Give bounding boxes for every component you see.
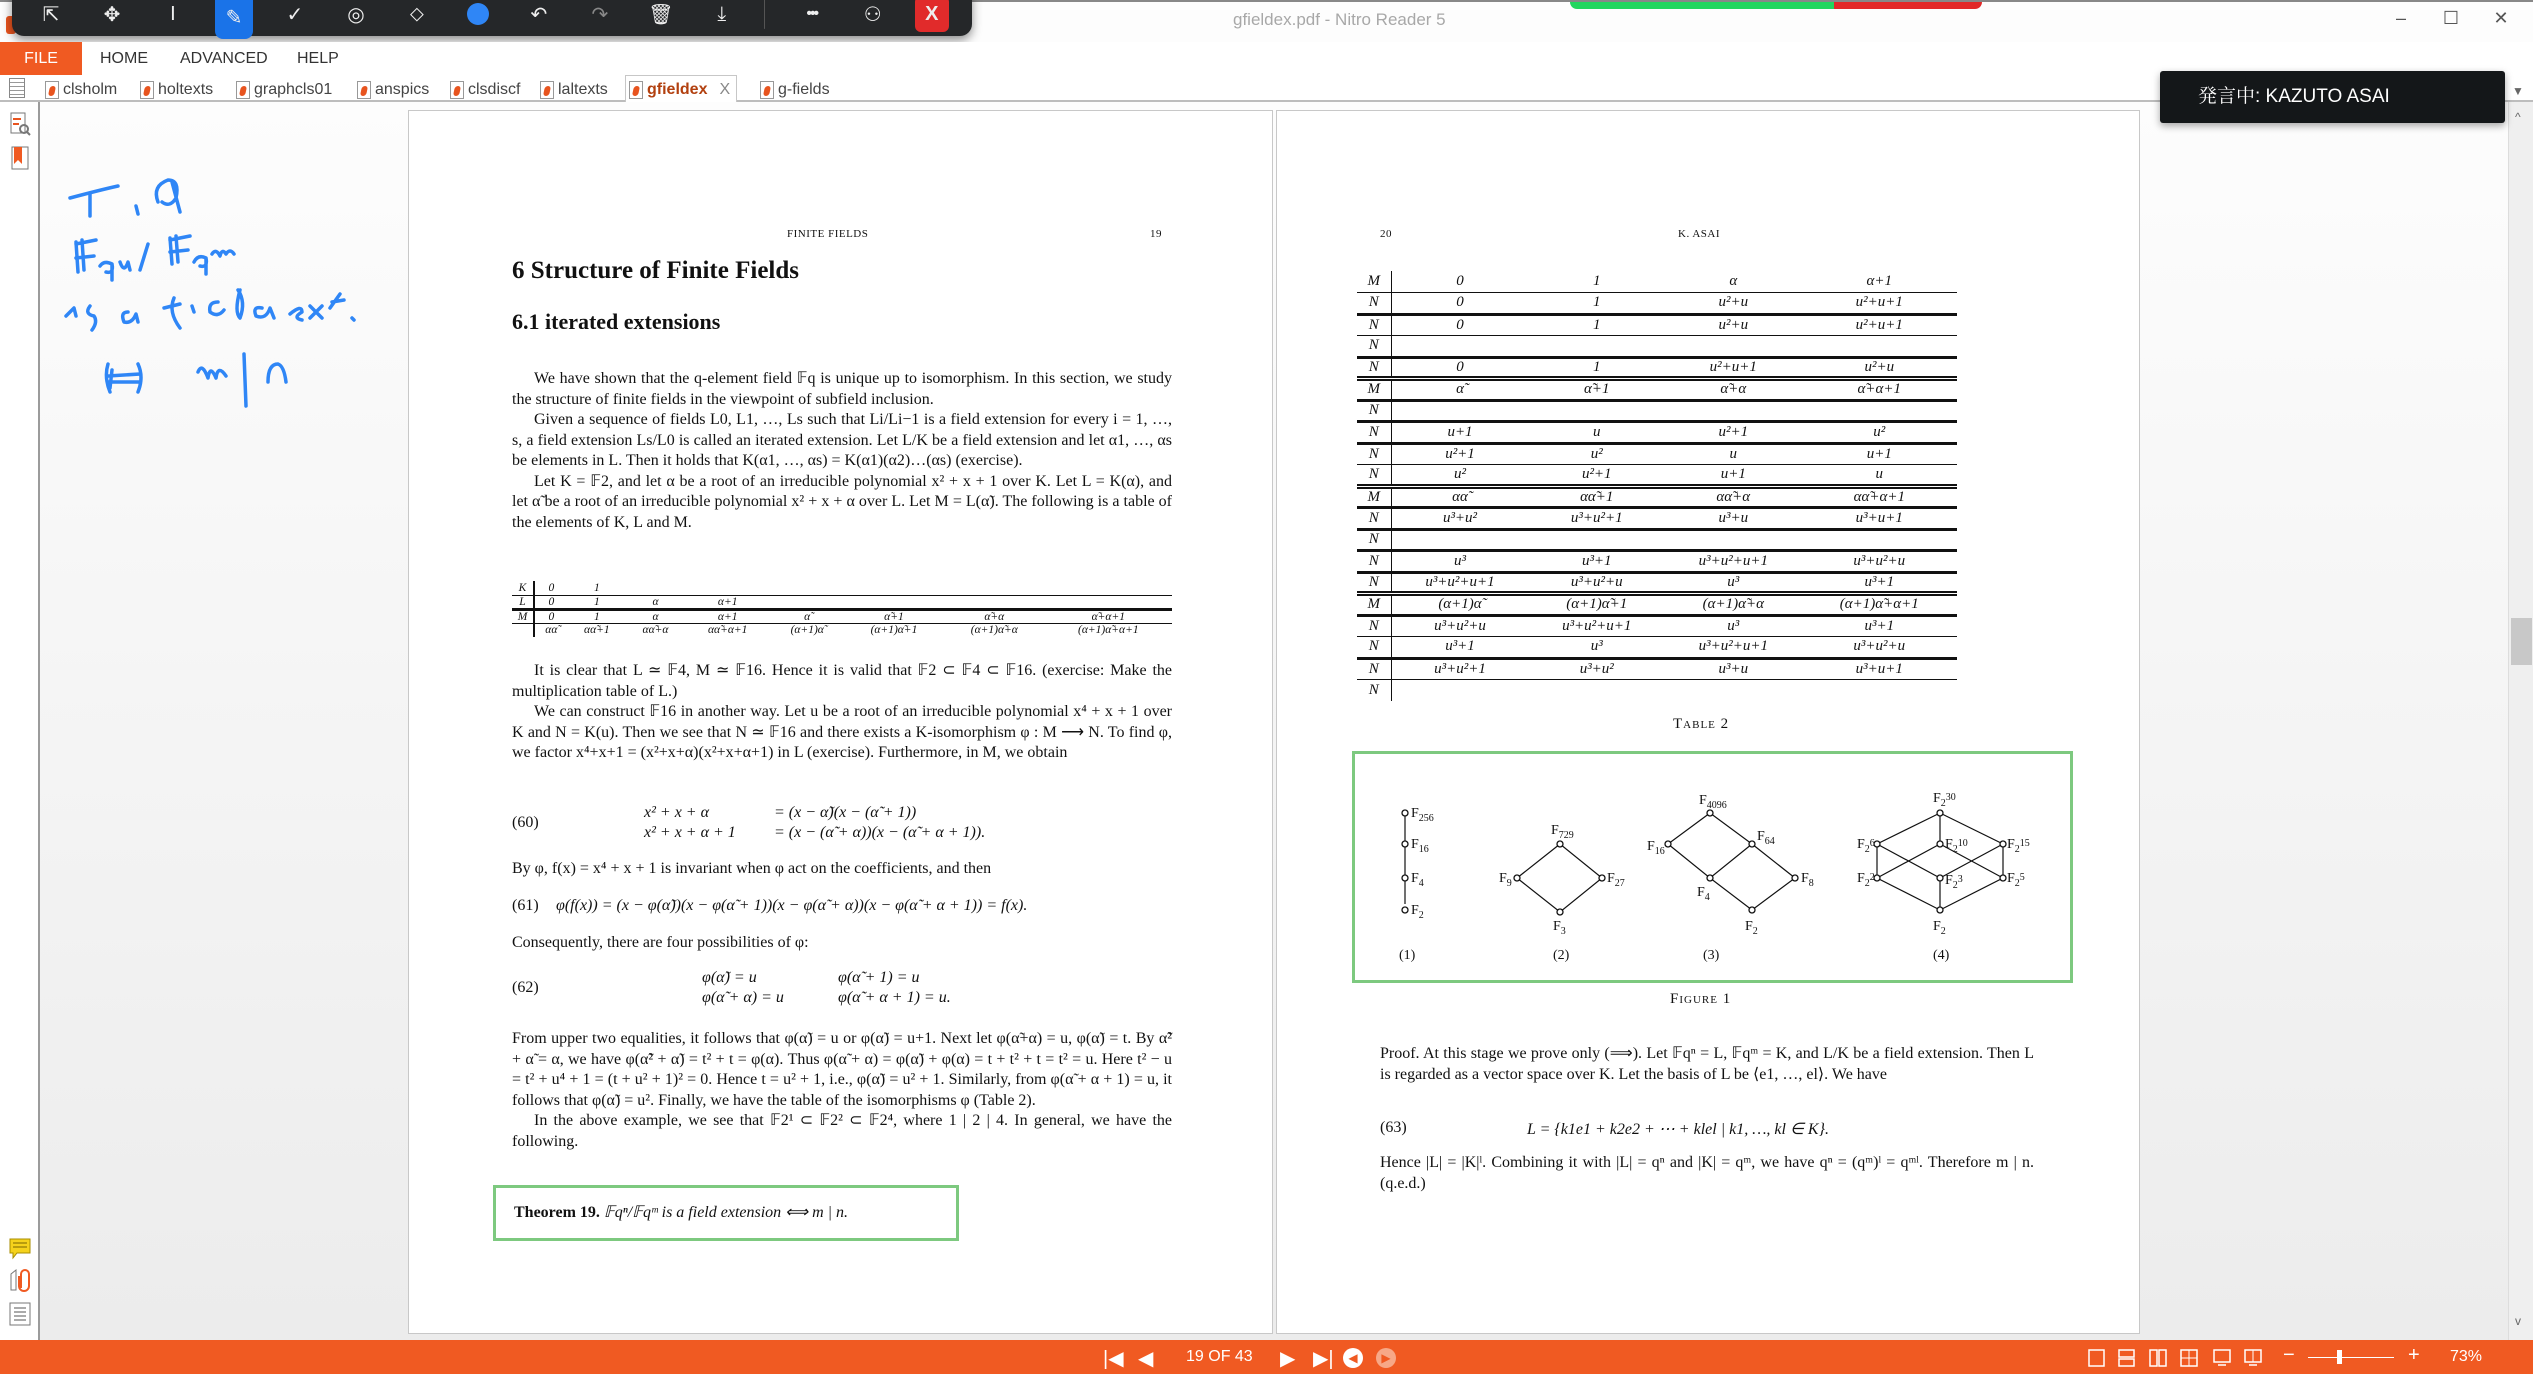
table-cell (1529, 400, 1666, 422)
table-cell (1802, 529, 1957, 551)
svg-text:F27: $F_{27}$ (1607, 871, 1625, 889)
equation-number: (60) (512, 814, 539, 831)
close-tab-icon[interactable]: X (719, 80, 731, 98)
equation: = (x − (α̃ + α))(x − (α̃ + α + 1)). (774, 824, 986, 841)
close-toolbar-button[interactable]: X (915, 0, 949, 32)
download-icon[interactable]: ⤓ (717, 2, 727, 25)
fullscreen-view-icon[interactable] (2212, 1349, 2232, 1367)
pdf-page-19 (408, 110, 1273, 1334)
table-cell: u²+1 (1529, 465, 1666, 487)
comments-icon[interactable] (9, 1237, 31, 1261)
table-cell: u³+u² (1391, 508, 1529, 530)
svg-text:F2: $F_2$ (1411, 903, 1424, 921)
table-cell: (α+1)α̃+α (1665, 594, 1802, 616)
row-label: M (1357, 379, 1391, 401)
close-window-button[interactable]: ✕ (2493, 8, 2509, 28)
table-row (1357, 422, 1957, 444)
svg-text:F215: $F_2^{15}$ (2007, 837, 2030, 855)
svg-text:F25: $F_2^5$ (2007, 871, 2025, 889)
table-cell (1665, 529, 1802, 551)
table-cell: 0 (1456, 273, 1464, 289)
table-cell: αα̃ (1391, 486, 1529, 508)
row-label: N (1357, 658, 1391, 680)
figure-box (1352, 751, 2073, 983)
table-row (1357, 400, 1957, 422)
table-cell (1802, 680, 1957, 702)
element-table: K 0 1 L 0 1 α α+1 M 0 1 α α+1 α̃ α̃+1 α̃+α α̃+α+1 αα̃ αα̃+1 αα̃+α αα̃+α+1 (α+1)α̃ (α+1)α̃+1 (α+1)α̃+α (α+1)α̃+α+1 (512, 581, 1172, 637)
table-cell: u³+u²+1 (1391, 658, 1529, 680)
scroll-down-icon[interactable]: v (2515, 1314, 2521, 1328)
svg-text:F210: $F_2^{10}$ (1945, 837, 1968, 855)
table-cell: u+1 (1802, 443, 1957, 465)
table-cell (1665, 336, 1802, 358)
row-label: N (1357, 465, 1391, 487)
table-cell: u (1529, 422, 1666, 444)
table-cell: u³+u²+1 (1529, 508, 1666, 530)
bookmark-icon[interactable] (9, 146, 31, 170)
row-label: N (1357, 572, 1391, 594)
table-cell: u+1 (1391, 422, 1529, 444)
tab-laltexts[interactable] (540, 77, 608, 102)
minimize-button[interactable]: – (2395, 8, 2406, 28)
pdf-page-20 (1276, 110, 2140, 1334)
table-cell: u (1665, 443, 1802, 465)
forward-view-icon[interactable]: ▶ (1376, 1348, 1396, 1368)
equation: φ(α̃ + α) = u (702, 989, 784, 1006)
svg-text:F2: $F_2$ (1933, 919, 1946, 937)
section-heading: 6 Structure of Finite Fields (512, 257, 799, 284)
table-cell: u³+1 (1391, 637, 1529, 659)
table-cell: u² (1529, 443, 1666, 465)
table-cell: α̃+α (1665, 379, 1802, 401)
equation: φ(α̃) = u (702, 969, 757, 986)
table-cell: α̃ (1391, 379, 1529, 401)
table-row (1357, 336, 1957, 358)
table-cell: α̃+1 (1529, 379, 1666, 401)
tab-anspics[interactable] (357, 77, 429, 102)
text-cursor-icon[interactable]: I (170, 2, 176, 25)
theorem-statement: 𝔽qⁿ/𝔽qᵐ is a field extension ⟺ m | n. (603, 1204, 849, 1221)
table-cell: α̃+α+1 (1802, 379, 1957, 401)
last-page-button[interactable]: ▶| (1313, 1348, 1334, 1370)
table-cell: 1 (1529, 314, 1666, 336)
table-cell: u³+u²+u+1 (1665, 551, 1802, 573)
user-settings-icon[interactable]: ⚇ (863, 3, 882, 26)
paragraph: In the above example, we see that 𝔽2¹ ⊂ 𝔽2² ⊂ 𝔽2⁴, where 1 | 2 | 4. In general, we have the following. (512, 1112, 1172, 1150)
body-text-2 (512, 661, 1172, 764)
color-dot-icon (467, 3, 489, 25)
check-icon[interactable]: ✓ (286, 3, 304, 26)
svg-text:F26: $F_2^6$ (1857, 837, 1875, 855)
table-row (1357, 293, 1957, 315)
svg-text:F3: $F_3$ (1553, 919, 1566, 937)
table-cell: u²+u (1802, 357, 1957, 379)
tab-clsholm[interactable] (45, 77, 117, 102)
svg-text:F4096: $F_{4096}$ (1699, 793, 1727, 811)
table-row (1357, 637, 1957, 659)
select-arrow-icon[interactable]: ⇱ (42, 3, 60, 26)
paragraph: Consequently, there are four possibilities of φ: (512, 934, 809, 951)
table-row (1357, 443, 1957, 465)
tab-label: g-fields (778, 80, 830, 98)
single-page-view-icon[interactable] (2088, 1349, 2106, 1367)
body-text-3 (512, 1029, 1172, 1152)
svg-text:(3): (3) (1703, 948, 1720, 963)
svg-text:F256: $F_{256}$ (1411, 806, 1434, 824)
pdf-file-icon (450, 81, 464, 99)
figure-caption: Figure 1 (1670, 991, 1732, 1007)
tab-label: anspics (375, 80, 430, 98)
menu-help[interactable]: HELP (297, 50, 339, 67)
row-label: N (1357, 422, 1391, 444)
paragraph: By φ, f(x) = x⁴ + x + 1 is invariant when φ act on the coefficients, and then (512, 860, 992, 877)
table-row (1357, 357, 1957, 379)
table-cell: u³+u² (1529, 658, 1666, 680)
svg-text:F64: $F_{64}$ (1757, 829, 1775, 847)
table-cell (1529, 336, 1666, 358)
svg-text:(1): (1) (1399, 948, 1416, 963)
table-cell: 0 (1391, 357, 1529, 379)
table-cell: u²+u+1 (1802, 293, 1957, 315)
table-cell (1802, 400, 1957, 422)
table-row (1357, 508, 1957, 530)
table-cell: u²+1 (1665, 422, 1802, 444)
scroll-up-icon[interactable]: ^ (2515, 110, 2521, 124)
row-label: M (1357, 594, 1391, 616)
svg-text:F2: $F_2$ (1745, 919, 1758, 937)
facing-continuous-view-icon[interactable] (2180, 1349, 2198, 1367)
table-cell: (α+1)α̃+1 (1529, 594, 1666, 616)
table-cell: u²+u+1 (1802, 314, 1957, 336)
row-label: N (1357, 680, 1391, 702)
paragraph: We can construct 𝔽16 in another way. Let u be a root of an irreducible polynomial x⁴ + x + 1 over K and N = K(u). Then we see that N ≃ 𝔽16 and there exists a K-isomorphism φ : M ⟶ N. To find φ, we factor x⁴+x+1 = (x²+x+α)(x²+x+α+1) in L (exercise). Furthermore, in M, we obtain (512, 703, 1172, 761)
equation: x² + x + α (644, 804, 709, 821)
table-cell: αα̃+1 (1529, 486, 1666, 508)
subsection-heading: 6.1 iterated extensions (512, 309, 721, 334)
eraser-icon[interactable]: ⬦ (409, 2, 424, 25)
page-number: 19 (1150, 228, 1162, 240)
table-cell: u³+u+1 (1802, 658, 1957, 680)
tab-g-fields[interactable] (760, 77, 830, 102)
theorem-box (493, 1185, 959, 1241)
running-head: FINITE FIELDS (787, 228, 869, 240)
table-cell: u (1802, 465, 1957, 487)
table-cell (1802, 336, 1957, 358)
status-bar (0, 1340, 2533, 1374)
pan-move-icon[interactable]: ✥ (103, 3, 121, 26)
left-sidebar (0, 102, 40, 1340)
scrollbar-thumb[interactable] (2511, 618, 2532, 665)
table-caption: Table 2 (1673, 716, 1730, 732)
tab-label: laltexts (558, 80, 608, 98)
paragraph: From upper two equalities, it follows that φ(α̃) = u or φ(α̃) = u+1. Next let φ(α̃+α) = u, φ(α̃) = t. By α̃² + α̃ = α, we have φ(α̃² + α̃) = t² + t = φ(α). Thus φ(α̃ + α) = φ(α̃) + φ(α) = t + t² + t = t² = u. Here t² − u = t² + u⁴ + 1 = (t + u² + 1)² = 0. Hence t = u² + 1, i.e., φ(α̃) = u² + 1. Similarly, from φ(α̃ + α + 1) = u, it follows that φ(α̃) = u². Finally, we have the table of the isomorphisms φ (Table 2). (512, 1030, 1172, 1109)
page-number: 20 (1380, 228, 1392, 240)
menu-file[interactable]: FILE (0, 42, 82, 75)
svg-text:F729: $F_{729}$ (1551, 823, 1574, 841)
row-label: N (1357, 551, 1391, 573)
zoom-slider-thumb[interactable] (2337, 1350, 2342, 1364)
table-cell (1665, 680, 1802, 702)
table-cell: u²+u (1665, 314, 1802, 336)
equation: φ(α̃ + α + 1) = u. (838, 989, 951, 1006)
paragraph: Let K = 𝔽2, and let α be a root of an irreducible polynomial x² + x + 1 over K. Let L = K(α), and let α̃ be a root of an irreducible polynomial x² + x + α over L. Let M = L(α̃). The following is a table of the elements of K, L and M. (512, 472, 1172, 531)
row-label: N (1357, 400, 1391, 422)
table-cell: u²+u+1 (1665, 357, 1802, 379)
facing-view-icon[interactable] (2149, 1349, 2167, 1367)
trash-icon[interactable]: 🗑 (648, 3, 674, 26)
svg-text:F23: $F_2^3$ (1945, 873, 1963, 891)
table-cell (1665, 400, 1802, 422)
paragraph: We have shown that the q-element field 𝔽q is unique up to isomorphism. In this section, we study the structure of finite fields in the viewpoint of subfield inclusion. (512, 370, 1172, 408)
tab-label: gfieldex (647, 80, 708, 98)
row-label: N (1357, 615, 1391, 637)
tab-clsdiscf[interactable] (450, 77, 520, 102)
table-cell: u³+u (1665, 508, 1802, 530)
table-cell: u+1 (1665, 465, 1802, 487)
table-row (1357, 486, 1957, 508)
svg-text:(2): (2) (1553, 948, 1570, 963)
table-cell: u²+1 (1391, 443, 1529, 465)
vertical-scrollbar[interactable] (2508, 102, 2533, 1340)
equation: φ(f(x)) = (x − φ(α̃))(x − φ(α̃ + 1))(x − φ(α̃ + α))(x − φ(α̃ + α + 1)) = f(x). (556, 897, 1028, 914)
table-cell: 1 (1593, 273, 1601, 289)
equation-number: (63) (1380, 1119, 1407, 1136)
table-cell: u³+u²+u+1 (1529, 615, 1666, 637)
svg-text:(4): (4) (1933, 948, 1950, 963)
next-page-button[interactable]: ▶ (1280, 1348, 1296, 1370)
paragraph: It is clear that L ≃ 𝔽4, M ≃ 𝔽16. Hence it is valid that 𝔽2 ⊂ 𝔽4 ⊂ 𝔽16. (exercise: Make the multiplication table of L.) (512, 662, 1172, 700)
table-row (1357, 680, 1957, 702)
table-cell: u³+u²+u+1 (1391, 572, 1529, 594)
pdf-file-icon (760, 81, 774, 99)
page-indicator[interactable]: 19 OF 43 (1186, 1348, 1253, 1365)
presentation-view-icon[interactable] (2243, 1349, 2263, 1367)
table-row (1357, 594, 1957, 616)
zoom-out-button[interactable]: − (2283, 1344, 2295, 1366)
pdf-file-icon (629, 81, 643, 99)
annotation-toolbar (12, 0, 972, 36)
pdf-file-icon (236, 81, 250, 99)
row-label: N (1357, 314, 1391, 336)
table-cell: u²+u (1665, 293, 1802, 315)
first-page-button[interactable]: |◀ (1103, 1348, 1124, 1370)
table-cell: u³+1 (1802, 572, 1957, 594)
table-cell: α (1729, 273, 1738, 289)
row-label: M (1357, 271, 1391, 293)
table-cell: u³+u²+u (1391, 615, 1529, 637)
menu-bar (0, 42, 2533, 75)
search-document-icon[interactable] (9, 112, 31, 136)
table-cell: u³+u (1665, 658, 1802, 680)
more-icon[interactable]: ••• (806, 5, 818, 22)
table-cell: u³ (1391, 551, 1529, 573)
pdf-file-icon (357, 81, 371, 99)
attachments-icon[interactable] (9, 1268, 31, 1292)
equation: φ(α̃ + 1) = u (838, 969, 920, 986)
table-row (1357, 529, 1957, 551)
table-cell: u³ (1529, 637, 1666, 659)
tab-label: clsdiscf (468, 80, 521, 98)
table-cell: u³ (1665, 572, 1802, 594)
table-cell: u³+u²+u (1802, 637, 1957, 659)
row-label: N (1357, 529, 1391, 551)
pen-icon[interactable]: ✎ (215, 0, 253, 39)
paragraph: Given a sequence of fields L0, L1, …, Ls such that Li/Li−1 is a field extension for every i = 1, …, s, a field extension Ls/L0 is called an iterated extension. Let L/K be a field extension and let α1, …, αs be elements in L. Then it holds that K(α1, …, αs) = K(α1)(α2)…(αs) (exercise). (512, 411, 1172, 469)
row-label: N (1357, 637, 1391, 659)
table-cell: 0 (1391, 293, 1529, 315)
window-title: gfieldex.pdf - Nitro Reader 5 (1233, 10, 1446, 29)
tab-graphcls01[interactable] (236, 77, 332, 102)
table-cell: u³+u+1 (1802, 508, 1957, 530)
svg-text:F4: $F_4$ (1697, 885, 1710, 903)
tab-gfieldex[interactable] (625, 75, 737, 103)
table-row (1357, 465, 1957, 487)
table-cell (1391, 400, 1529, 422)
continuous-view-icon[interactable] (2118, 1349, 2136, 1367)
body-text-1 (512, 369, 1172, 533)
zoom-level[interactable]: 73% (2450, 1348, 2483, 1365)
pdf-file-icon (540, 81, 554, 99)
document-tabs (0, 75, 2533, 102)
table-cell: 1 (1529, 293, 1666, 315)
table-cell: u² (1802, 422, 1957, 444)
recording-indicator (1570, 2, 1982, 9)
proof-text: Proof. At this stage we prove only (⟹). Let 𝔽qⁿ = L, 𝔽qᵐ = K, and L/K be a field extension. Then L is regarded as a vector space over K. Let the basis of L be ⟨e1, …, el⟩. We have (1380, 1045, 2034, 1083)
svg-text:F230: $F_2^{30}$ (1933, 791, 1956, 809)
table-cell (1391, 336, 1529, 358)
back-view-icon[interactable]: ◀ (1343, 1348, 1363, 1368)
table-cell: (α+1)α̃ (1391, 594, 1529, 616)
menu-home[interactable]: HOME (100, 50, 148, 67)
table-cell: u³+u²+u (1802, 551, 1957, 573)
pdf-file-icon (140, 81, 154, 99)
pages-panel-icon[interactable] (9, 78, 25, 98)
table-row (1357, 379, 1957, 401)
svg-text:F16: $F_{16}$ (1647, 839, 1665, 857)
spotlight-icon[interactable]: ◎ (347, 3, 365, 26)
redo-icon[interactable]: ↷ (591, 3, 609, 26)
subfield-lattice-diagrams (1355, 754, 2070, 980)
toolbar-divider (764, 0, 765, 29)
table-cell: u³+u²+u (1529, 572, 1666, 594)
table-cell: 1 (1529, 357, 1666, 379)
pdf-file-icon (45, 81, 59, 99)
table-row (1357, 314, 1957, 336)
ribbon-expand-icon[interactable]: ▼ (2512, 84, 2524, 98)
row-label: M (1357, 486, 1391, 508)
row-label: N (1357, 443, 1391, 465)
tab-holtexts[interactable] (140, 77, 213, 102)
svg-text:F8: $F_8$ (1801, 871, 1814, 889)
row-label: N (1357, 357, 1391, 379)
table-cell: u² (1391, 465, 1529, 487)
table-row (1357, 615, 1957, 637)
table-cell: u³+1 (1802, 615, 1957, 637)
table-cell: 0 (1391, 314, 1529, 336)
equation-number: (61) (512, 897, 539, 914)
svg-text:F4: $F_4$ (1411, 871, 1424, 889)
svg-text:F22: $F_2^2$ (1857, 871, 1875, 889)
equation: x² + x + α + 1 (644, 824, 736, 841)
tab-label: graphcls01 (254, 80, 333, 98)
table-cell: α+1 (1866, 273, 1893, 289)
table-cell: αα̃+α (1665, 486, 1802, 508)
running-head: K. ASAI (1678, 228, 1721, 240)
previous-page-button[interactable]: ◀ (1138, 1348, 1154, 1370)
zoom-slider[interactable] (2308, 1357, 2394, 1358)
table-cell (1391, 529, 1529, 551)
speaker-banner: 発言中: KAZUTO ASAI (2160, 71, 2505, 123)
table-cell (1529, 680, 1666, 702)
svg-text:F9: $F_9$ (1499, 871, 1512, 889)
table-row (1357, 572, 1957, 594)
handwritten-annotation (40, 102, 440, 502)
maximize-button[interactable]: ☐ (2442, 8, 2460, 28)
equation: = (x − α̃)(x − (α̃ + 1)) (774, 804, 917, 821)
zoom-in-button[interactable]: + (2408, 1344, 2420, 1366)
tab-label: holtexts (158, 80, 214, 98)
equation: L = {k1e1 + k2e2 + ⋯ + klel | k1, …, kl ∈ K}. (1527, 1121, 1829, 1138)
table-cell: αα̃+α+1 (1802, 486, 1957, 508)
pen-color-button[interactable] (459, 0, 497, 31)
table-row (1357, 658, 1957, 680)
table-cell: u³+1 (1529, 551, 1666, 573)
outline-list-icon[interactable] (9, 1302, 31, 1326)
equation-number: (62) (512, 979, 539, 996)
table-row (1357, 271, 1957, 293)
table-cell: u³+u²+u+1 (1665, 637, 1802, 659)
row-label: N (1357, 293, 1391, 315)
isomorphism-table (1357, 271, 1957, 701)
table-cell: (α+1)α̃+α+1 (1802, 594, 1957, 616)
row-label: N (1357, 336, 1391, 358)
row-label: N (1357, 508, 1391, 530)
tab-label: clsholm (63, 80, 118, 98)
svg-text:F16: $F_{16}$ (1411, 837, 1429, 855)
table-cell (1529, 529, 1666, 551)
table-cell (1391, 680, 1529, 702)
table-cell: u³ (1665, 615, 1802, 637)
proof-conclusion: Hence |L| = |K|ˡ. Combining it with |L| = qⁿ and |K| = qᵐ, we have qⁿ = (qᵐ)ˡ = qᵐˡ. Therefore m | n. (q.e.d.) (1380, 1154, 2034, 1192)
menu-advanced[interactable]: ADVANCED (180, 50, 268, 67)
undo-icon[interactable]: ↶ (530, 3, 548, 26)
table-row (1357, 551, 1957, 573)
theorem-label: Theorem 19. (514, 1204, 600, 1221)
